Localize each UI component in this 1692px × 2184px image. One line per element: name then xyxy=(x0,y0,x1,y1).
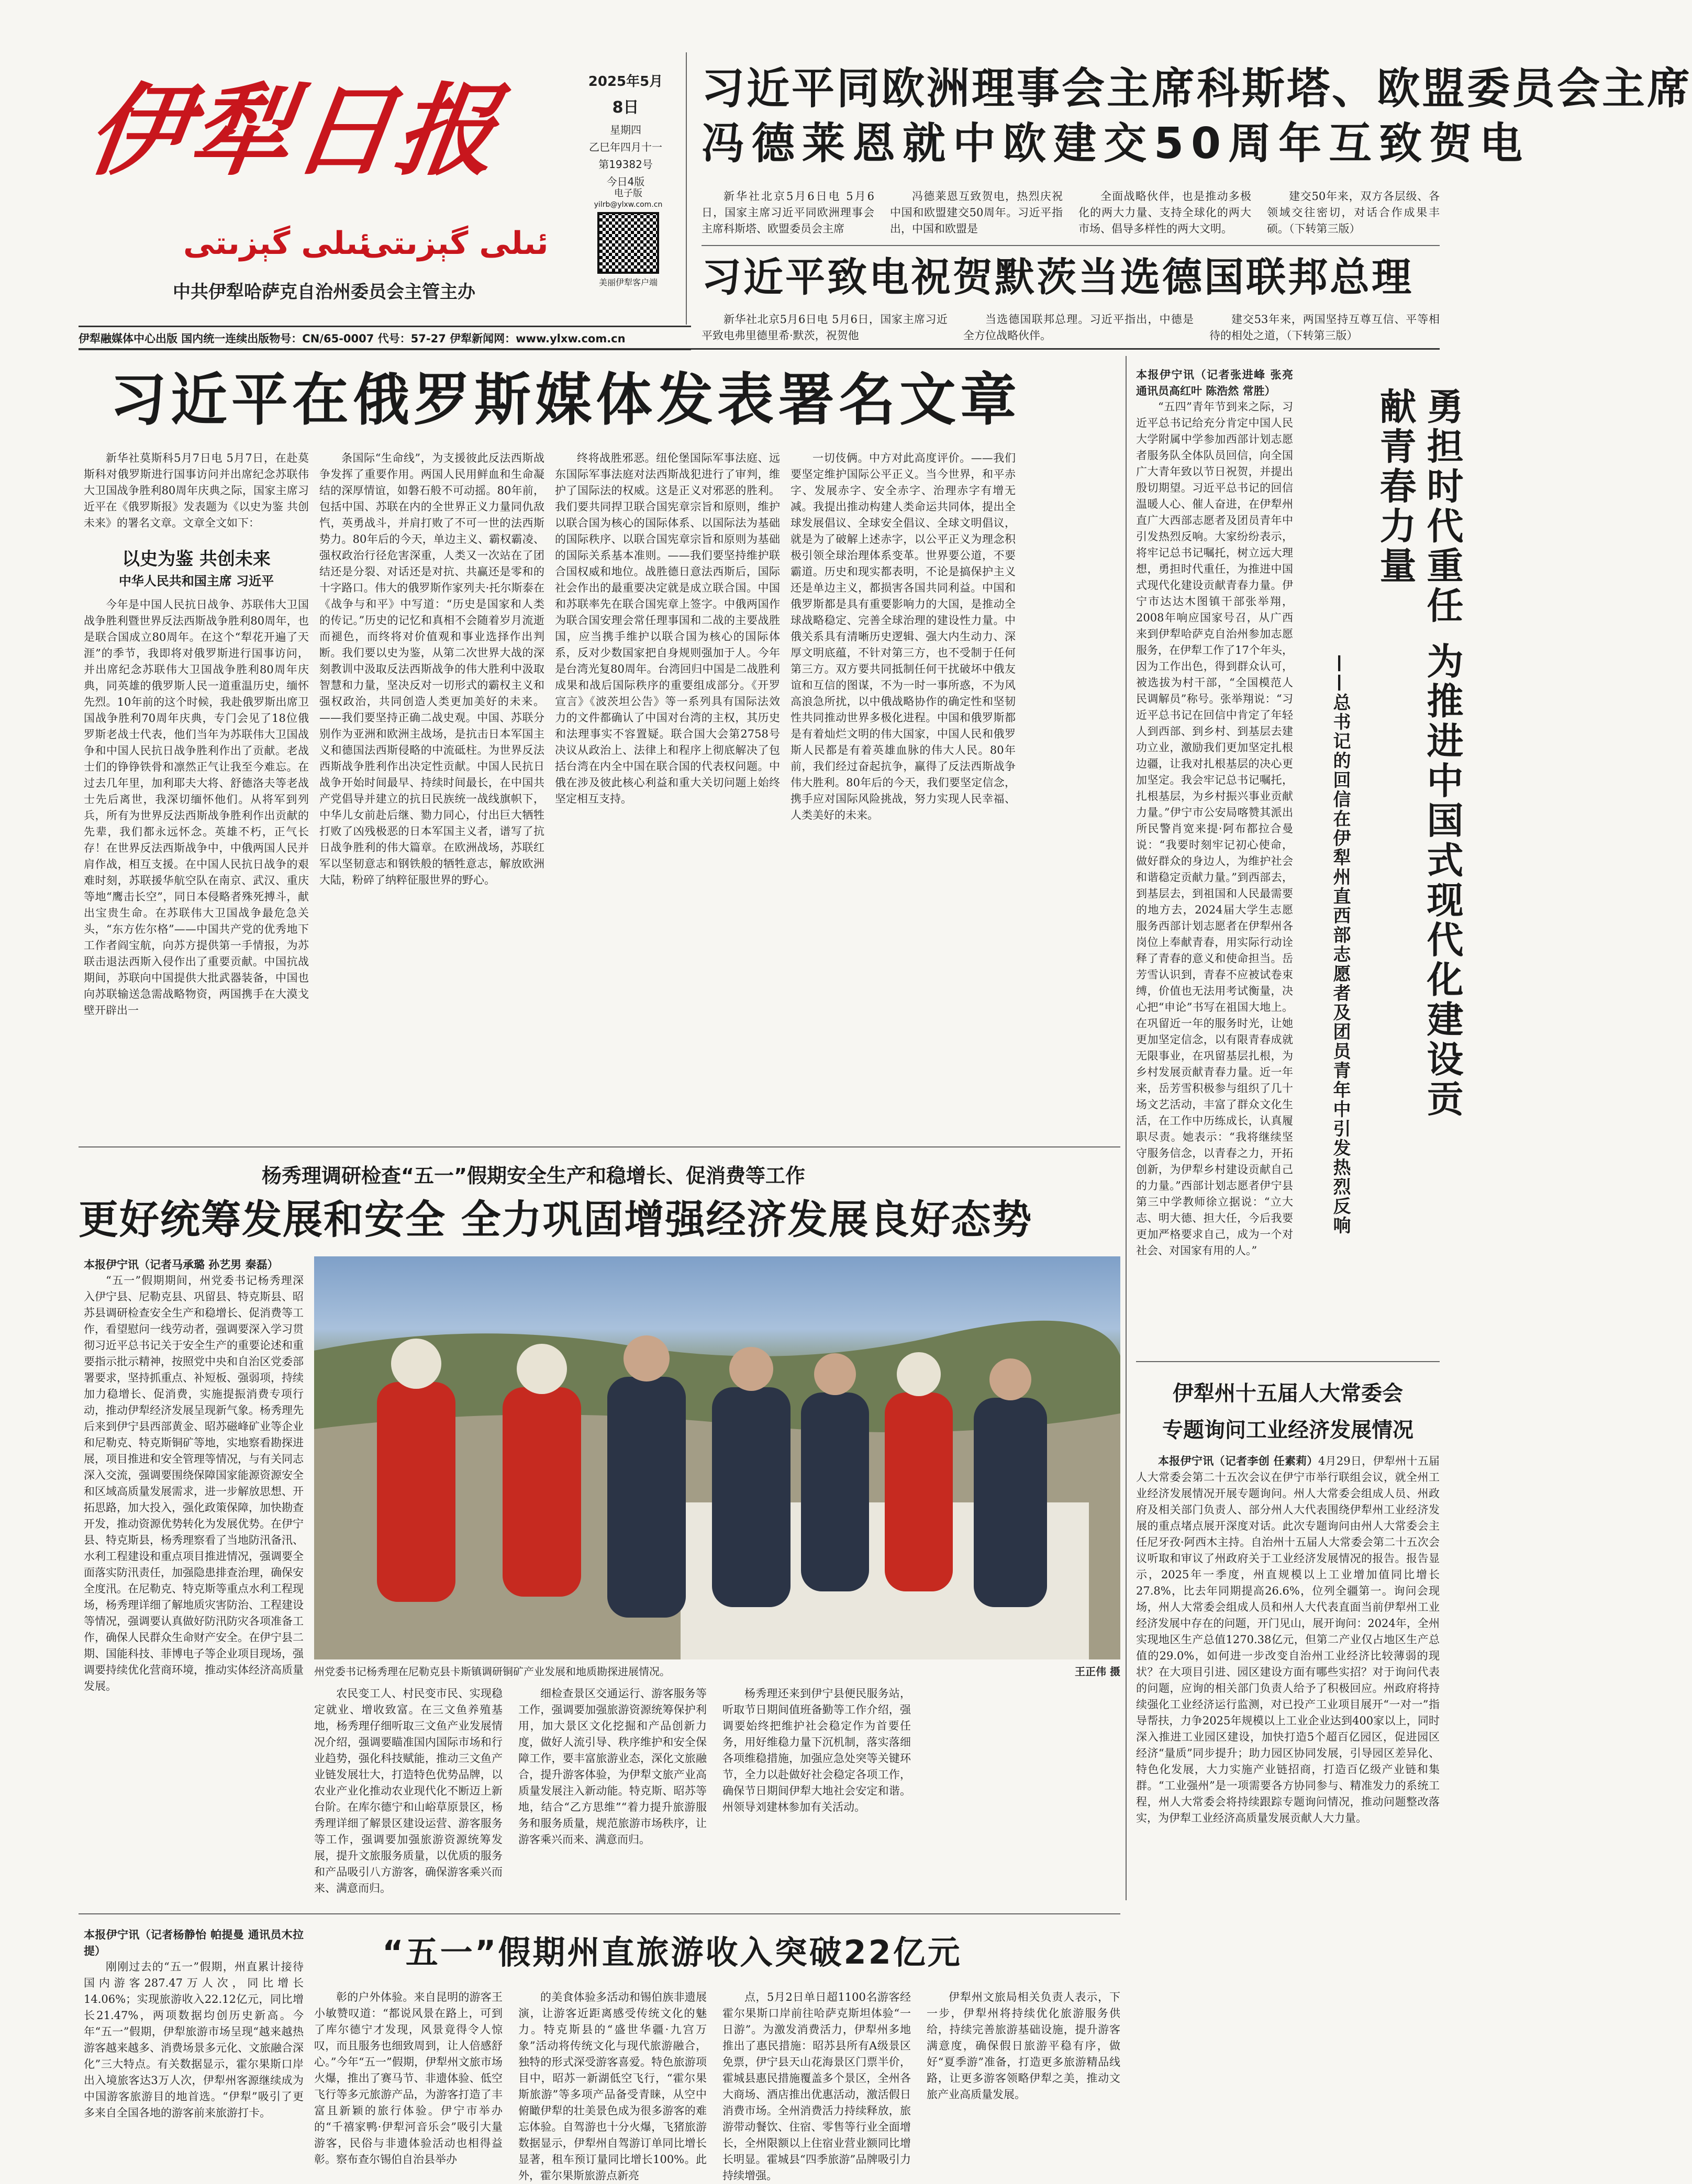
date-weekday: 星期四 xyxy=(610,124,641,136)
masthead-uyghur-right: ئىلى گېزىتى xyxy=(361,225,549,262)
qr-url: yilrb@ylxw.com.cn xyxy=(594,200,663,209)
divider xyxy=(686,52,687,325)
divider xyxy=(702,245,1440,246)
lead-headline: 习近平在俄罗斯媒体发表署名文章 xyxy=(110,367,1021,433)
qr-code-icon[interactable] xyxy=(597,212,659,274)
right-box-body xyxy=(1136,1453,1440,2055)
second-headline: 更好统筹发展和安全 全力巩固增强经济发展良好态势 xyxy=(79,1196,1033,1243)
top-headline-2: 习近平致电祝贺默茨当选德国联邦总理 xyxy=(702,254,1413,300)
date-year-month: 2025年5月 xyxy=(588,74,663,90)
lead-col4: 一切伎俩。中方对此高度评价。——我们要坚定维护国际公平正义。当今世界，和平赤字、发展赤字、安全赤字、治理赤字有增无减。我提出推动构建人类命运共同体，提出全球发展倡议、全球安全倡议、全球文明倡议，就是为了破解上述赤字，以公平正义为理念积极引领全球治理体系变革。世界要公道，不要霸道。历史和现实都表明，不论是搞保护主义还是单边主义，都损害各国共同利益。中国和俄罗斯都是具有重要影响力的大国，是推动全球战略稳定、完善全球治理的建设性力量。中俄关系具有清晰历史逻辑、强大内生动力、深厚文明底蕴，不针对第三方，也不受制于任何第三方。双方要共同抵制任何干扰破坏中俄友谊和互信的图谋，不为一时一事所惑，不为风高浪急所扰，以中俄战略协作的确定性和坚韧性共同推动世界多极化进程。中国和俄罗斯都是有着灿烂文明的伟大国家，中国人民和俄罗斯人民都是有着英雄血脉的伟大人民。80年前，我们经过奋起抗争，赢得了反法西斯战争伟大胜利。80年后的今天，我们要坚定信念，携手应对国际风险挑战，努力实现人民幸福、人类美好的未来。 xyxy=(791,452,1016,821)
masthead-uyghur-left: ئىلى گېزىتى xyxy=(183,225,371,262)
top-news1-col3: 全面战略伙伴，也是推动多极化的两大力量、支持全球化的两大市场、倡导多样性的两大文明。 xyxy=(1078,190,1251,235)
top-news1-col1: 新华社北京5月6日电 5月6日，国家主席习近平同欧洲理事会主席科斯塔、欧盟委员会主席 xyxy=(702,190,874,235)
lead-subtitle: 以史为鉴 共创未来 xyxy=(122,549,271,570)
top-news2-col2: 当选德国联邦总理。习近平指出，中德是全方位战略伙伴。 xyxy=(963,313,1194,342)
qr-caption: 美丽伊犁客户端 xyxy=(598,277,658,287)
divider xyxy=(79,1913,1120,1914)
right-story-vertical-headline: 勇担时代重任 为推进中国式现代化建设贡献青春力量 xyxy=(1374,387,1464,1120)
second-byline: 本报伊宁讯（记者马承璐 孙艺男 秦磊） xyxy=(84,1258,279,1271)
second-col4: 杨秀理还来到伊宁县便民服务站，听取节日期间值班备勤等工作介绍，强调要始终把维护社会稳定作为首要任务，用好维稳力量下沉机制，落实落细各项维稳措施，加强应急处突等关键环节，全力以赴做好社会稳定各项工作，确保节日期间伊犁大地社会安定和谐。州领导刘建林参加有关活动。 xyxy=(722,1687,911,1813)
second-kicker: 杨秀理调研检查“五一”假期安全生产和稳增长、促消费等工作 xyxy=(262,1164,805,1187)
right-story-byline-and-body xyxy=(1136,366,1293,1257)
publication-info-bar: 伊犁融媒体中心出版 国内统一连续出版物号：CN/65-0007 代号：57-27 伊犁新闻网：www.ylxw.com.cn xyxy=(79,326,691,350)
right-story-byline: 本报伊宁讯（记者张进峰 张亮 通讯员高红叶 陈浩然 常胜） xyxy=(1136,368,1293,397)
photo-credit: 王正伟 摄 xyxy=(1075,1665,1120,1678)
masthead-logo: 伊犁日报 xyxy=(81,72,508,189)
news-photo xyxy=(314,1256,1120,1659)
right-story-body: “五四”青年节到来之际，习近平总书记给充分肯定中国人民大学附属中学参加西部计划志愿者服务队全体队员回信，向全国广大青年致以节日祝贺，并提出殷切期望。习近平总书记的回信温暖人心、催人奋进，在伊犁州直广大西部志愿者及团员青年中引发热烈反响。大家纷纷表示，将牢记总书记嘱托，树立远大理想，勇担时代重任，为推进中国式现代化建设贡献青春力量。伊宁市达达木图镇干部张举翔，2008年响应国家号召，从广西来到伊犁哈萨克自治州参加志愿服务，在伊犁工作了17个年头，因为工作出色，得到群众认可，被选拔为村干部，“全国模范人民调解员”称号。张举翔说：“习近平总书记在回信中肯定了年轻人到西部、到乡村、到基层去建功立业，激励我们更加坚定扎根边疆，让我对扎根基层的决心更加坚定。我会牢记总书记嘱托，扎根基层，为乡村振兴事业贡献力量。”伊宁市公安局喀赞其派出所民警肖宽来提·阿布都拉合曼说：“我要时刻牢记初心使命，做好群众的身边人，为维护社会和谐稳定贡献力量。”到西部去，到基层去，到祖国和人民最需要的地方去，2024届大学生志愿服务西部计划志愿者在伊犁州各岗位上奉献青春，用实际行动诠释了青春的意义和使命担当。岳芳雪认识到，青春不应被试卷束缚，价值也无法用考试衡量，决心把“申论”书写在祖国大地上。在巩留近一年的服务时光，让她更加坚定信念，以有限青春成就无限事业，在巩留基层扎根，为乡村发展贡献青春力量。近一年来，岳芳雪积极参与组织了几十场文艺活动，丰富了群众文化生活，在工作中历练成长，认真履职尽责。她表示：“我将继续坚守服务信念，以青春之力，开拓创新，为伊犁乡村建设贡献自己的力量。”西部计划志愿者伊宁县第三中学教师徐立据说：“立大志、明大德、担大任，今后我要更加严格要求自己，成为一个对社会、对国家有用的人。” xyxy=(1136,400,1293,1257)
second-col1-text: “五一”假期期间，州党委书记杨秀理深入伊宁县、尼勒克县、巩留县、特克斯县、昭苏县调研检查安全生产和稳增长、促消费等工作，看望慰问一线劳动者，强调要深入学习贯彻习近平总书记关于安全生产的重要论述和重要指示批示精神，按照党中央和自治区党委部署要求，坚持抓重点、补短板、强弱项，持续加力稳增长、促消费，实施提振消费专项行动，推动伊犁经济发展呈现新气象。杨秀理先后来到伊宁县西部黄金、昭苏磁峰矿业等企业和尼勒克、特克斯铜矿等地，实地察看勘探进展，项目推进和安全管理等情况，与有关同志深入交流，强调要围绕保障国家能源资源安全和区域高质量发展需求，进一步解放思想、开拓思路，加大投入，强化政策保障，加快勘查开发，推动资源优势转化为发展优势。在伊宁县、特克斯县，杨秀理察看了当地防汛备汛、水利工程建设和重点项目推进情况，强调要全面落实防汛责任，加强隐患排查治理，确保安全度汛。在尼勒克、特克斯等重点水利工程现场，杨秀理详细了解地质灾害防治、工程建设等情况，强调要认真做好防汛防灾各项准备工作，确保人民群众生命财产安全。在伊宁县二期、国能科技、菲博电子等企业项目现场，强调要持续优化营商环境，推动实体经济高质量发展。 xyxy=(84,1274,304,1692)
date-lunar: 乙巳年四月十一 xyxy=(589,141,662,153)
divider xyxy=(1136,1361,1440,1362)
top-headline-1b: 冯德莱恩就中欧建交50周年互致贺电 xyxy=(702,119,1530,169)
bottom-col1 xyxy=(84,1926,304,2119)
masthead-sponsor: 中共伊犁哈萨克自治州委员会主管主办 xyxy=(173,282,475,303)
lead-intro: 新华社莫斯科5月7日电 5月7日，在赴莫斯科对俄罗斯进行国事访问并出席纪念苏联伟大卫国战争胜利80周年庆典之际，国家主席习近平在《俄罗斯报》发表题为《以史为鉴 共创未来》的署名文章。文章全文如下： xyxy=(84,452,309,529)
bottom-byline: 本报伊宁讯（记者杨静怡 帕提曼 通讯员木拉提） xyxy=(84,1928,304,1957)
right-story-vertical-subtitle: ——总书记的回信在伊犁州直西部志愿者及团员青年中引发热烈反响 xyxy=(1330,654,1351,1235)
divider xyxy=(1126,356,1127,1900)
issue-number: 第19382号 xyxy=(598,158,653,171)
divider xyxy=(79,348,1440,350)
photo-scene-illustration xyxy=(314,1256,1120,1659)
right-box-text: 4月29日，伊犁州十五届人大常委会第二十五次会议在伊宁市举行联组会议，就全州工业经济发展情况开展专题询问。州人大常委会组成人员、州政府及相关部门负责人、部分州人大代表围绕伊犁州工业经济发展的重点堵点展开深度对话。此次专题询问由州人大常委会主任尼牙孜·阿西木主持。自治州十五届人大常委会第二十五次会议听取和审议了州政府关于工业经济发展情况的报告。报告显示，2025年一季度，州直规模以上工业增加值同比增长27.8%，比去年同期提高26.6%，位列全疆第一。询问会现场，州人大常委会组成人员和州人大代表直面当前伊犁州工业经济发展中存在的问题，开门见山，展开询问：2024年，全州实现地区生产总值1270.38亿元，但第二产业仅占地区生产总值的29.0%，如何进一步改变自治州工业经济比较薄弱的现状？在大项目引进、园区建设方面有哪些实招？对于询问代表的问题，应询的相关部门负责人给予了积极回应。州政府将持续强化工业经济运行监测，对已投产工业项目展开“一对一”指导帮扶，力争2025年规模以上工业企业达到400家以上，同时深入推进工业园区建设，加快打造5个超百亿园区，促进园区经济“量质”同步提升；助力园区协同发展，引导园区差异化、特色化发展，大力实施产业链招商，打造百亿级产业链和集群。“工业强州”是一项需要各方协同参与、精准发力的系统工程，州人大常委会将持续跟踪专题询问情况，推动问题整改落实，为伊犁工业经济高质量发展贡献人大力量。 xyxy=(1136,1455,1440,1824)
bottom-col3: 的美食体验多活动和锡伯族非遗展演，让游客近距离感受传统文化的魅力。特克斯县的“盛世华疆·九宫万象”活动将传统文化与现代旅游融合，独特的形式深受游客喜爱。特色旅游项目中，昭苏一新湖低空飞行，“霍尔果斯旅游”等多项产品备受青睐，从空中俯瞰伊犁的壮美景色成为很多游客的难忘体验。自驾游也十分火爆，飞猪旅游数据显示，伊犁州自驾游订单同比增长显著，租车预订量同比增长100%。此外，霍尔果斯旅游点新亮 xyxy=(518,1991,707,2182)
bottom-col4: 点，5月2日单日超1100名游客经霍尔果斯口岸前往哈萨克斯坦体验“一日游”。为激发消费活力，伊犁州多地推出了惠民措施：昭苏县所有A级景区免票，伊宁县天山花海景区门票半价，霍城县惠民措施覆盖多个景区，全州各大商场、酒店推出优惠活动，激活假日消费市场。全州消费活力持续释放，旅游带动餐饮、住宿、零售等行业全面增长，全州限额以上住宿业营业额同比增长明显。霍城县“四季旅游”品牌吸引力持续增强。 xyxy=(722,1991,911,2182)
divider xyxy=(79,1146,1120,1147)
lead-col3: 终将战胜邪恶。纽伦堡国际军事法庭、远东国际军事法庭对法西斯战犯进行了审判，维护了国际法的权威。这是正义对邪恶的胜利。我们要共同捍卫联合国宪章宗旨和原则，维护以联合国为核心的国际体系、以国际法为基础的国际秩序、以联合国宪章宗旨和原则为基础的国际关系基本准则。——我们要坚持维护联合国权威和地位。战胜德日意法西斯后，国际社会作出的最重要决定就是成立联合国。中国和苏联率先在联合国宪章上签字。中俄两国作为联合国安理会常任理事国和二战的主要战胜国，应当携手维护以联合国为核心的国际体系，反对少数国家把自身规则强加于人。今年是台湾光复80周年。台湾回归中国是二战胜利成果和战后国际秩序的重要组成部分。《开罗宣言》《波茨坦公告》等一系列具有国际法效力的文件都确认了中国对台湾的主权，其历史和法理事实不容置疑。联合国大会第2758号决议从政治上、法律上和程序上彻底解决了包括台湾在内全中国在联合国的代表权问题。中俄在涉及彼此核心利益和重大关切问题上始终坚定相互支持。 xyxy=(555,452,780,805)
top-news1-col4: 建交50年来，双方各层级、各领域交往密切，对话合作成果丰硕。（下转第三版） xyxy=(1267,190,1440,235)
top-news2-col1: 新华社北京5月6日电 5月6日，国家主席习近平致电弗里德里希·默茨，祝贺他 xyxy=(702,313,948,342)
date-day: 8日 xyxy=(612,98,639,117)
date-block xyxy=(586,71,665,188)
top-news2-col3: 建交53年来，两国坚持互尊互信、平等相待的相处之道，（下转第三版） xyxy=(1209,313,1440,342)
second-col3: 细检查景区交通运行、游客服务等工作，强调要加强旅游资源统筹保护利用，加大景区文化挖掘和产品创新力度，做好人流引导、秩序维护和安全保障工作，要丰富旅游业态，深化文旅融合，提升游客体验，为伊犁文旅产业高质量发展注入新动能。特克斯、昭苏等地，结合“乙方思维”“着力提升旅游服务和服务质量，规范旅游市场秩序，让游客乘兴而来、满意而归。 xyxy=(518,1687,707,1846)
masthead xyxy=(79,52,602,325)
second-col2: 农民变工人、村民变市民、实现稳定就业、增收致富。在三文鱼养殖基地，杨秀理仔细听取三文鱼产业发展情况介绍，强调要瞄准国内国际市场和行业趋势，强化科技赋能，推动三文鱼产业链发展壮大，打造特色优势品牌，以农业产业化推动农业现代化不断迈上新台阶。在库尔德宁和山峪草原景区，杨秀理详细了解景区建设运营、游客服务等工作，强调要加强旅游资源统筹发展，提升文旅服务质量，以优质的服务和产品吸引八方游客，确保游客乘兴而来、满意而归。 xyxy=(314,1687,503,1895)
bottom-headline: “五一”假期州直旅游收入突破22亿元 xyxy=(382,1933,962,1971)
top-headline-1a: 习近平同欧洲理事会主席科斯塔、欧盟委员会主席 xyxy=(702,64,1692,114)
bottom-col2: 彰的户外体验。来自昆明的游客王小敏赞叹道：“都说风景在路上，可到了库尔德宁才发现，风景竟得令人惊叹，而且服务也细致周到，让人倍感舒心。”今年“五一”假期，伊犁州文旅市场火爆，推出了赛马节、非遗体验、低空飞行等多元旅游产品，为游客打造了丰富且新颖的旅行体验。伊宁市举办的“千禧家鸭·伊犁河音乐会”吸引大量游客，民俗与非遗体验活动也相得益彰。察布查尔锡伯自治县举办 xyxy=(314,1991,503,2166)
right-box-title-1: 伊犁州十五届人大常委会 xyxy=(1173,1381,1403,1406)
photo-caption: 州党委书记杨秀理在尼勒克县卡斯镇调研铜矿产业发展和地质勘探进展情况。 xyxy=(314,1665,670,1678)
qr-label: 电子版 xyxy=(614,188,642,199)
right-box-title-2: 专题询问工业经济发展情况 xyxy=(1162,1418,1413,1442)
second-col1 xyxy=(84,1256,304,1911)
lead-col1: 今年是中国人民抗日战争、苏联伟大卫国战争胜利暨世界反法西斯战争胜利80周年，也是联合国成立80周年。在这个“犁花开遍了天涯”的季节，我即将对俄罗斯进行国事访问，并出席纪念苏联伟大卫国战争胜利80周年庆典，同英雄的俄罗斯人民一道重温历史，缅怀先烈。10年前的这个时候，我赴俄罗斯出席卫国战争胜利70周年庆典，专门会见了18位俄罗斯老战士代表，他们当年为苏联伟大卫国战争和中国人民抗日战争胜利作出了贡献。老战士们的铮铮铁骨和凛然正气让我至今难忘。在过去几年里，加利耶夫大将、舒德洛夫等老战士先后离世，我深切缅怀他们。从将军到列兵，所有为世界反法西斯战争胜利作出贡献的先辈，我们都永远怀念。英雄不朽，正气长存！在世界反法西斯战争中，中俄两国人民并肩作战，相互支援。在中国人民抗日战争的艰难时刻，苏联援华航空队在南京、武汉、重庆等地“鹰击长空”，同日本侵略者殊死搏斗，献出宝贵生命。在苏联伟大卫国战争最危急关头，“东方佐尔格”——中国共产党的优秀地下工作者阎宝航，向苏方提供第一手情报，为苏联击退法西斯入侵作出了重要贡献。中国抗战期间，苏联向中国提供大批武器装备，中国也向苏联输送急需战略物资，两国携手在大漠戈壁开辟出一 xyxy=(84,598,309,1017)
bottom-col5: 伊犁州文旅局相关负责人表示，下一步，伊犁州将持续优化旅游服务供给，持续完善旅游基础设施，提升游客满意度，确保假日旅游平稳有序，做好“夏季游”准备，打造更多旅游精品线路，让更多游客领略伊犁之美，推动文旅产业高质量发展。 xyxy=(927,1991,1120,2101)
bottom-col1-text: 刚刚过去的“五一”假期，州直累计接待国内游客287.47万人次，同比增长14.06%；实现旅游收入22.12亿元，同比增长21.47%，两项数据均创历史新高。今年“五一”假期，伊犁旅游市场呈现“越来越热游客越来越多、消费场景多元化、文旅融合深化”三大特点。有关数据显示，霍尔果斯口岸出入境旅客达3万人次，伊犁州客源继续成为中国游客旅游目的地首选。“伊犁”吸引了更多来自全国各地的游客前来旅游打卡。 xyxy=(84,1960,304,2119)
right-box-byline: 本报伊宁讯（记者李创 任素莉） xyxy=(1158,1454,1318,1467)
lead-col2: 条国际“生命线”，为支援彼此反法西斯战争发挥了重要作用。两国人民用鲜血和生命凝结的深厚情谊，如磐石般不可动摇。80年前，包括中国、苏联在内的全世界正义力量同仇敌忾，英勇战斗，并肩打败了不可一世的法西斯势力。80年后的今天，单边主义、霸权霸凌、强权政治行径危害深重，人类又一次站在了团结还是分裂、对话还是对抗、共赢还是零和的十字路口。伟大的俄罗斯作家列夫·托尔斯泰在《战争与和平》中写道：“历史是国家和人类的传记。”历史的记忆和真相不会随着岁月流逝而褪色，而终将对价值观和事业选择作出判断。我们要以史为鉴，从第二次世界大战的深刻教训中汲取反法西斯战争的伟大胜利中汲取智慧和力量，坚决反对一切形式的霸权主义和强权政治，共同创造人类更加美好的未来。——我们要坚持正确二战史观。中国、苏联分别作为亚洲和欧洲主战场，是抗击日本军国主义和德国法西斯侵略的中流砥柱。为世界反法西斯战争胜利作出决定性贡献。中国人民抗日战争开始时间最早、持续时间最长，在中国共产党倡导并建立的抗日民族统一战线旗帜下，中华儿女前赴后继、勠力同心，付出巨大牺牲打败了凶残极恶的日本军国主义者，谱写了抗日战争胜利的伟大篇章。在欧洲战场，苏联红军以坚韧意志和钢铁般的牺牲意志，解放欧洲大陆，粉碎了纳粹征服世界的野心。 xyxy=(319,452,544,886)
top-news1-col2: 冯德莱恩互致贺电，热烈庆祝中国和欧盟建交50周年。习近平指出，中国和欧盟是 xyxy=(890,190,1063,235)
lead-author: 中华人民共和国主席 习近平 xyxy=(118,573,274,588)
qr-block xyxy=(592,186,665,288)
page-count: 今日4版 xyxy=(606,175,645,188)
